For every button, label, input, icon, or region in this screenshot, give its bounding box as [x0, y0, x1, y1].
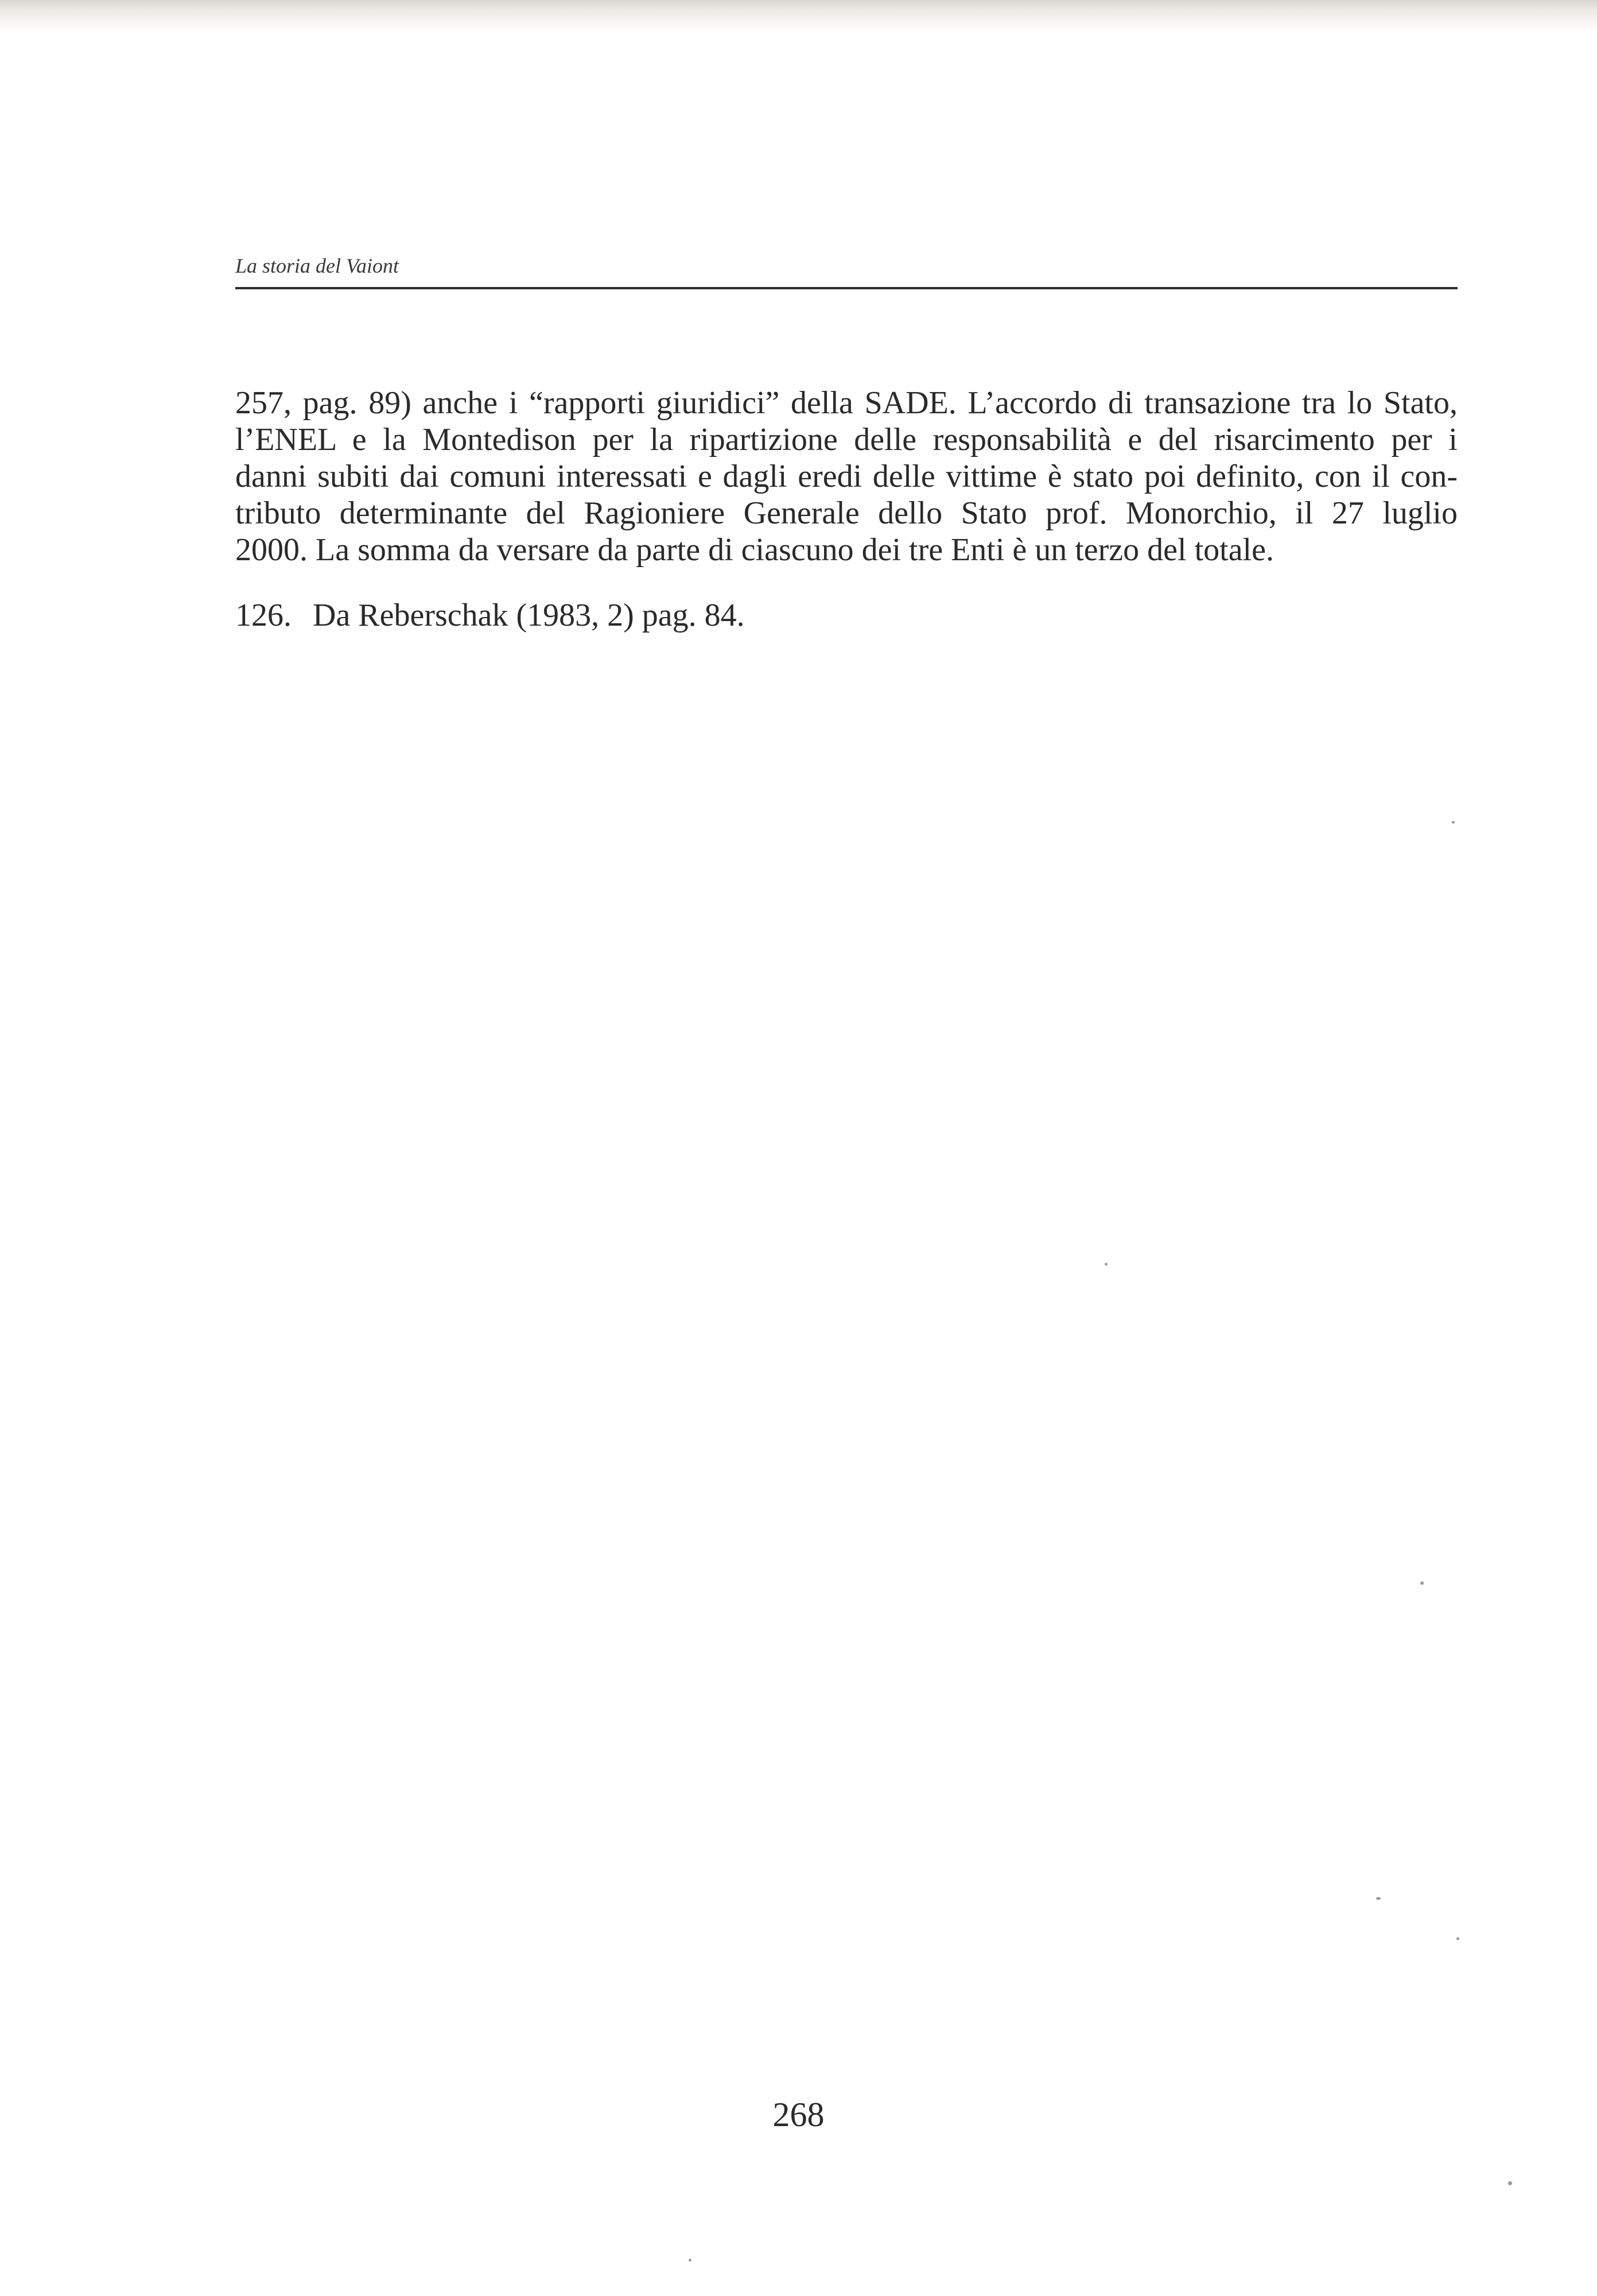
scan-speck — [689, 2259, 691, 2262]
page-top-shadow — [0, 0, 1597, 32]
scan-speck — [1452, 821, 1455, 824]
running-header: La storia del Vaiont — [235, 254, 399, 277]
scan-speck — [1508, 2181, 1512, 2185]
body-paragraph — [235, 385, 1458, 568]
body-line: 2000. La somma da versare da parte di ciascuno dei tre Enti è un terzo del totale. — [235, 532, 1274, 568]
page-number: 268 — [772, 2096, 825, 2134]
footnote-text: Da Reberschak (1983, 2) pag. 84. — [313, 598, 745, 633]
scan-speck — [1376, 1897, 1381, 1900]
body-line: tributo determinante del Ragioniere Generale dello Stato prof. Monorchio, il 27 luglio — [235, 495, 1458, 531]
scan-speck — [1105, 1263, 1108, 1266]
body-line: 257, pag. 89) anche i “rapporti giuridici” della SADE. L’accordo di transazione tra lo Stato, — [235, 385, 1458, 421]
footnote — [235, 597, 745, 634]
footnote-number: 126. — [235, 598, 292, 633]
scan-speck — [1456, 1937, 1459, 1940]
header-rule — [235, 287, 1458, 289]
scan-speck — [1420, 1581, 1424, 1585]
body-line: l’ENEL e la Montedison per la ripartizione delle responsabilità e del risarcimento per i — [235, 422, 1458, 457]
body-line: danni subiti dai comuni interessati e dagli eredi delle vittime è stato poi definito, con il con- — [235, 459, 1458, 494]
